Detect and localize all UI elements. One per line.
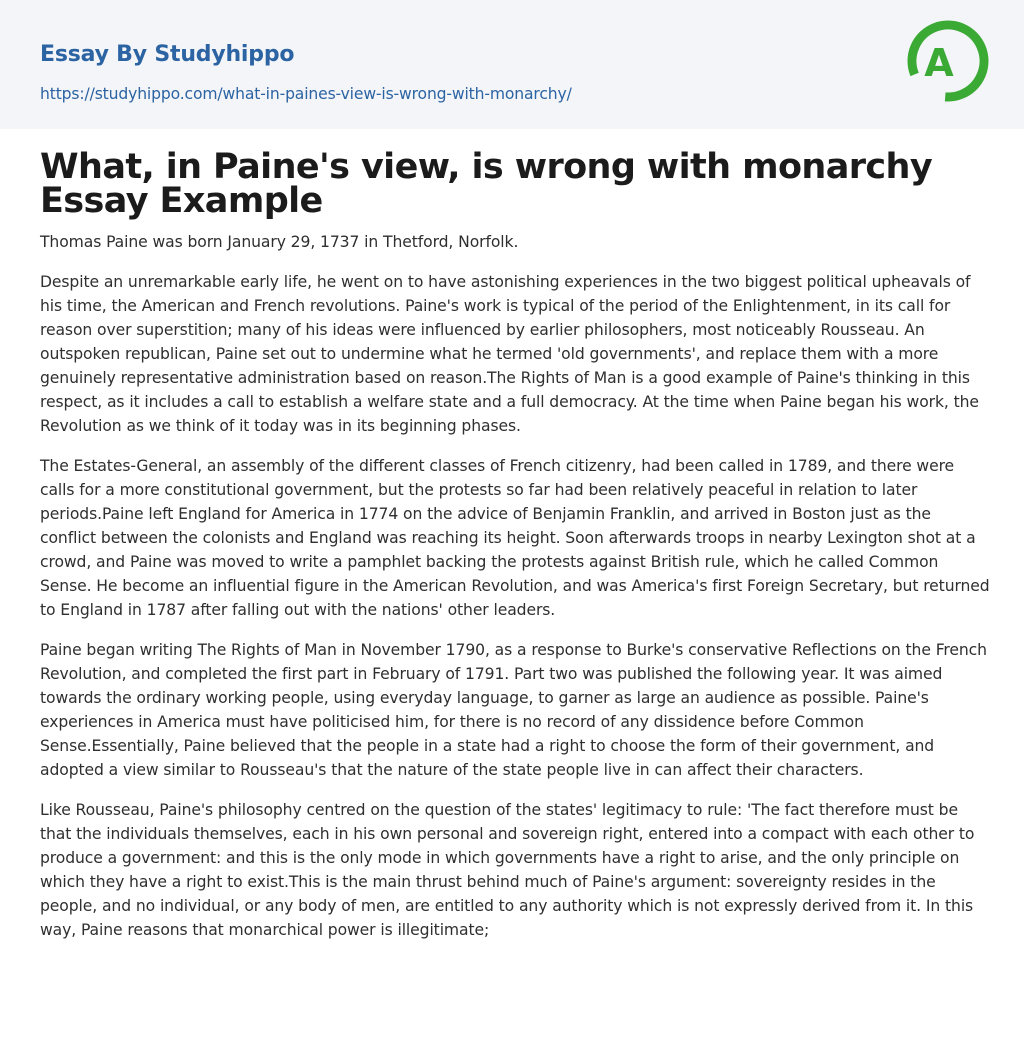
article-paragraph: Like Rousseau, Paine's philosophy centred on the question of the states' legitimacy to rule: 'The fact therefore must be that the individuals themselves, each in his own personal and sovereign right, entered into a compact with each other to produce a government: and this is the only mode in which governments have a right to arise, and the only principle on which they have a right to exist.This is the main thrust behind much of Paine's argument: sovereignty resides in the people, and no individual, or any body of men, are entitled to any authority which is not expressly derived from it. In this way, Paine reasons that monarchical power is illegitimate;: [40, 801, 975, 939]
article-paragraph: Paine began writing The Rights of Man in November 1790, as a response to Burke's conservative Reflections on the French Revolution, and completed the first part in February of 1791. Part two was published the following year. It was aimed towards the ordinary working people, using everyday language, to garner as large an audience as possible. Paine's experiences in America must have politicised him, for there is no record of any dissidence before Common Sense.Essentially, Paine believed that the people in a state had a right to choose the form of their government, and adopted a view similar to Rousseau's that the nature of the state people live in can affect their characters.: [40, 641, 987, 779]
page-url-link[interactable]: https://studyhippo.com/what-in-paines-view-is-wrong-with-monarchy/: [40, 85, 572, 103]
studyhippo-logo-icon[interactable]: [906, 19, 990, 103]
site-header: [0, 0, 1024, 129]
logo-letter: A: [924, 41, 954, 85]
article-paragraph: The Estates-General, an assembly of the different classes of French citizenry, had been called in 1789, and there were calls for a more constitutional government, but the protests so far had been relatively peaceful in relation to later periods.Paine left England for America in 1774 on the advice of Benjamin Franklin, and arrived in Boston just as the conflict between the colonists and England was reaching its height. Soon afterwards troops in nearby Lexington shot at a crowd, and Paine was moved to write a pamphlet backing the protests against British rule, which he called Common Sense. He become an influential figure in the American Revolution, and was America's first Foreign Secretary, but returned to England in 1787 after falling out with the nations' other leaders.: [40, 457, 990, 619]
article: [40, 147, 990, 942]
article-paragraph: Thomas Paine was born January 29, 1737 in Thetford, Norfolk.: [40, 233, 519, 251]
site-brand[interactable]: Essay By Studyhippo: [40, 42, 295, 67]
article-title: What, in Paine's view, is wrong with monarchy Essay Example: [40, 147, 933, 221]
article-paragraph: Despite an unremarkable early life, he went on to have astonishing experiences in the two biggest political upheavals of his time, the American and French revolutions. Paine's work is typical of the period of the Enlightenment, in its call for reason over superstition; many of his ideas were influenced by earlier philosophers, most noticeably Rousseau. An outspoken republican, Paine set out to undermine what he termed 'old governments', and replace them with a more genuinely representative administration based on reason.The Rights of Man is a good example of Paine's thinking in this respect, as it includes a call to establish a welfare state and a full democracy. At the time when Paine began his work, the Revolution as we think of it today was in its beginning phases.: [40, 273, 979, 435]
